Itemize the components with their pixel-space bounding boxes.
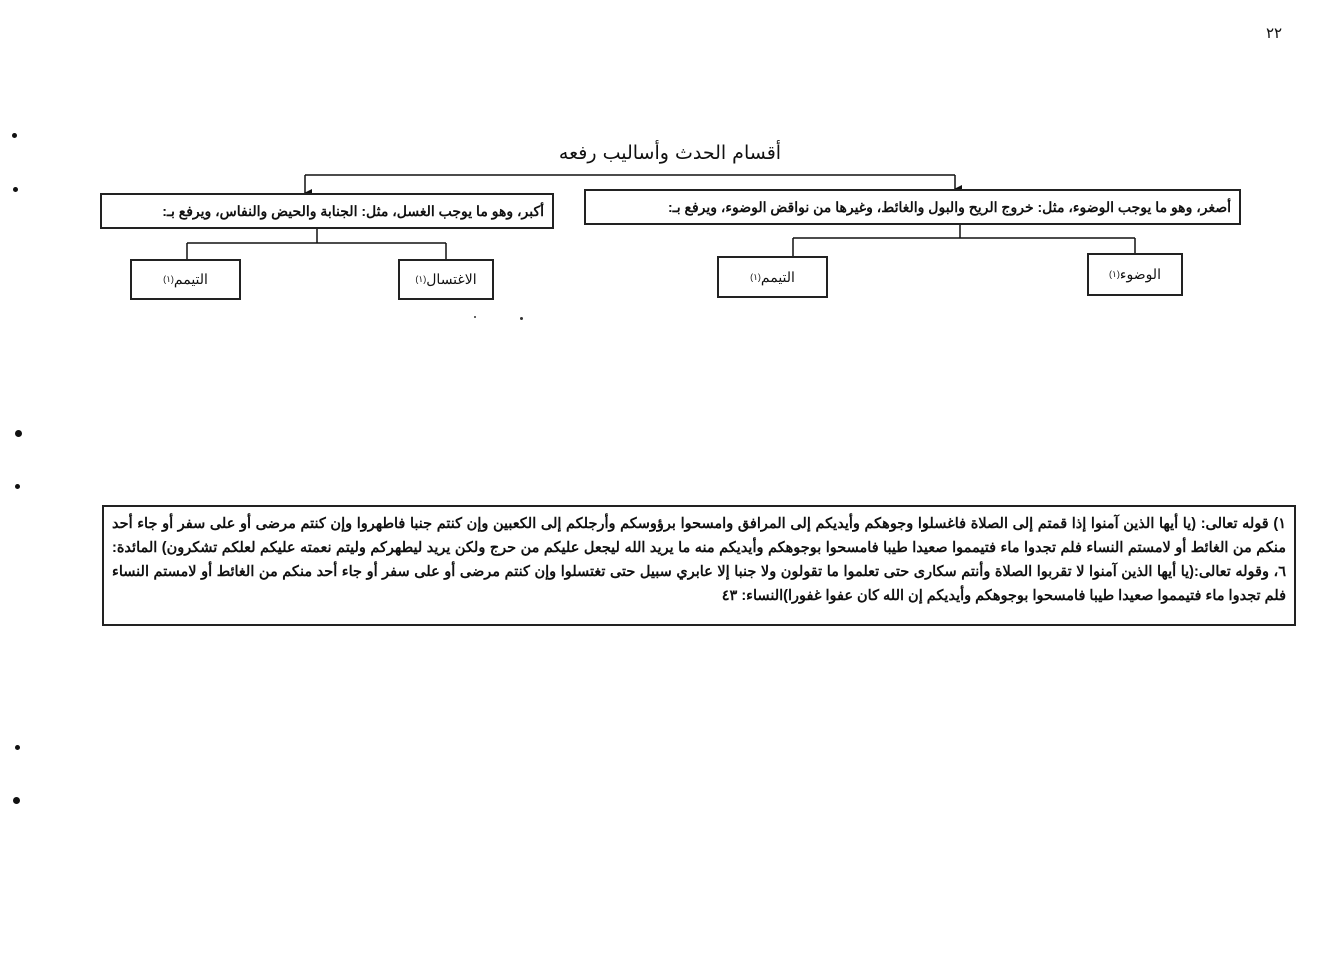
minor-hadath-box (584, 189, 1241, 225)
minor-wudu-ref: (١) (1109, 269, 1120, 279)
margin-dot (15, 430, 22, 437)
major-hadath-text: أكبر، وهو ما يوجب الغسل، مثل: الجنابة والحيض والنفاس، ويرفع بـ: (162, 202, 544, 219)
margin-dot (15, 745, 20, 750)
margin-dot (15, 484, 20, 489)
major-ghusl-ref: (١) (415, 274, 427, 284)
minor-wudu-label: الوضوء (1119, 266, 1161, 282)
diagram-title: أقسام الحدث وأساليب رفعه (558, 142, 782, 164)
footnote-box (102, 505, 1296, 626)
major-tayammum-box (130, 259, 241, 300)
major-hadath-box (100, 193, 554, 229)
major-ghusl-label: الاغتسال (426, 271, 477, 287)
margin-dot (13, 797, 20, 804)
margin-dot (12, 133, 17, 138)
scan-speck (474, 316, 476, 318)
minor-hadath-text: أصغر، وهو ما يوجب الوضوء، مثل: خروج الريح والبول والغائط، وغيرها من نواقض الوضوء، ويرفع بـ: (667, 198, 1231, 215)
major-tayammum-label: التيمم (173, 271, 208, 287)
scan-speck (520, 317, 523, 320)
minor-tayammum-box (717, 256, 828, 298)
major-tayammum-ref: (١) (163, 274, 174, 284)
major-ghusl-box (398, 259, 494, 300)
minor-tayammum-ref: (١) (750, 271, 761, 282)
footnote-text: ١) قوله تعالى: (يا أيها الذين آمنوا إذا قمتم إلى الصلاة فاغسلوا وجوهكم وأيديكم إلى المرافق وامسحوا برؤوسكم وأرجلكم إلى الكعبين وإن كنتم جنبا فاطهروا وإن كنتم مرضى أو على سفر أو جاء أحد منكم من الغائط أو لامستم النساء فلم تجدوا ماء فتيمموا صعيدا طيبا فامسحوا بوجوهكم وأيديكم منه ما يريد الله ليجعل عليكم من حرج ولكن يريد ليطهركم وليتم نعمته عليكم لعلكم تشكرون) المائدة: ٦، وقوله تعالى:(يا أيها الذين آمنوا لا تقربوا الصلاة وأنتم سكارى حتى تعلموا ما تقولون ولا جنبا إلا عابري سبيل حتى تغتسلوا وإن كنتم مرضى أو على سفر أو جاء أحد منكم من الغائط أو لامستم النساء فلم تجدوا ماء فتيمموا صعيدا طيبا فامسحوا بوجوهكم وأيديكم إن الله كان عفوا غفورا)النساء: ٤٣ (112, 516, 1286, 604)
minor-wudu-box (1087, 253, 1183, 296)
minor-tayammum-label: التيمم (760, 268, 795, 285)
margin-dot (13, 187, 18, 192)
page-number: ٢٢ (1266, 24, 1283, 42)
